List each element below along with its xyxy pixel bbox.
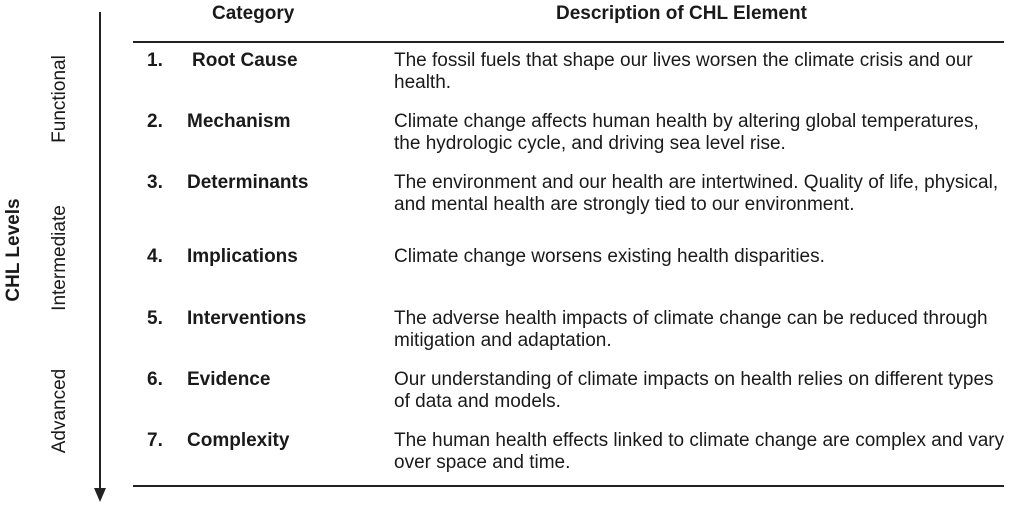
bottom-rule [133,485,1004,487]
row-description: The adverse health impacts of climate change can be reduced through mitigation and adaptation. [394,308,988,351]
header-description: Description of CHL Element [556,3,807,24]
row-category: Determinants [187,172,309,193]
row-category: Root Cause [192,50,298,71]
row-number: 2. [147,111,163,132]
row-category: Evidence [187,369,271,390]
level-functional: Functional [49,55,70,143]
row-description: Our understanding of climate impacts on health relies on different types of data and models. [394,369,994,412]
row-number: 3. [147,172,163,193]
row-description: Climate change worsens existing health disparities. [394,246,825,267]
row-number: 1. [147,50,163,71]
row-description: Climate change affects human health by altering global temperatures, the hydrologic cycle, and driving sea level rise. [394,111,979,154]
row-number: 6. [147,369,163,390]
row-category: Interventions [187,308,307,329]
top-rule [133,41,1004,43]
row-category: Complexity [187,430,290,451]
row-category: Mechanism [187,111,291,132]
row-description: The fossil fuels that shape our lives worsen the climate crisis and our health. [394,50,973,93]
chl-levels-arrow [90,10,110,505]
chl-levels-title: CHL Levels [3,198,24,302]
level-advanced: Advanced [49,368,70,454]
row-number: 4. [147,246,163,267]
row-number: 5. [147,308,163,329]
row-description: The environment and our health are intertwined. Quality of life, physical, and mental health are strongly tied to our environment. [394,172,999,215]
level-intermediate: Intermediate [49,205,70,311]
row-description: The human health effects linked to climate change are complex and vary over space and time. [394,430,1005,473]
row-category: Implications [187,246,298,267]
header-category: Category [212,3,295,24]
row-number: 7. [147,430,163,451]
